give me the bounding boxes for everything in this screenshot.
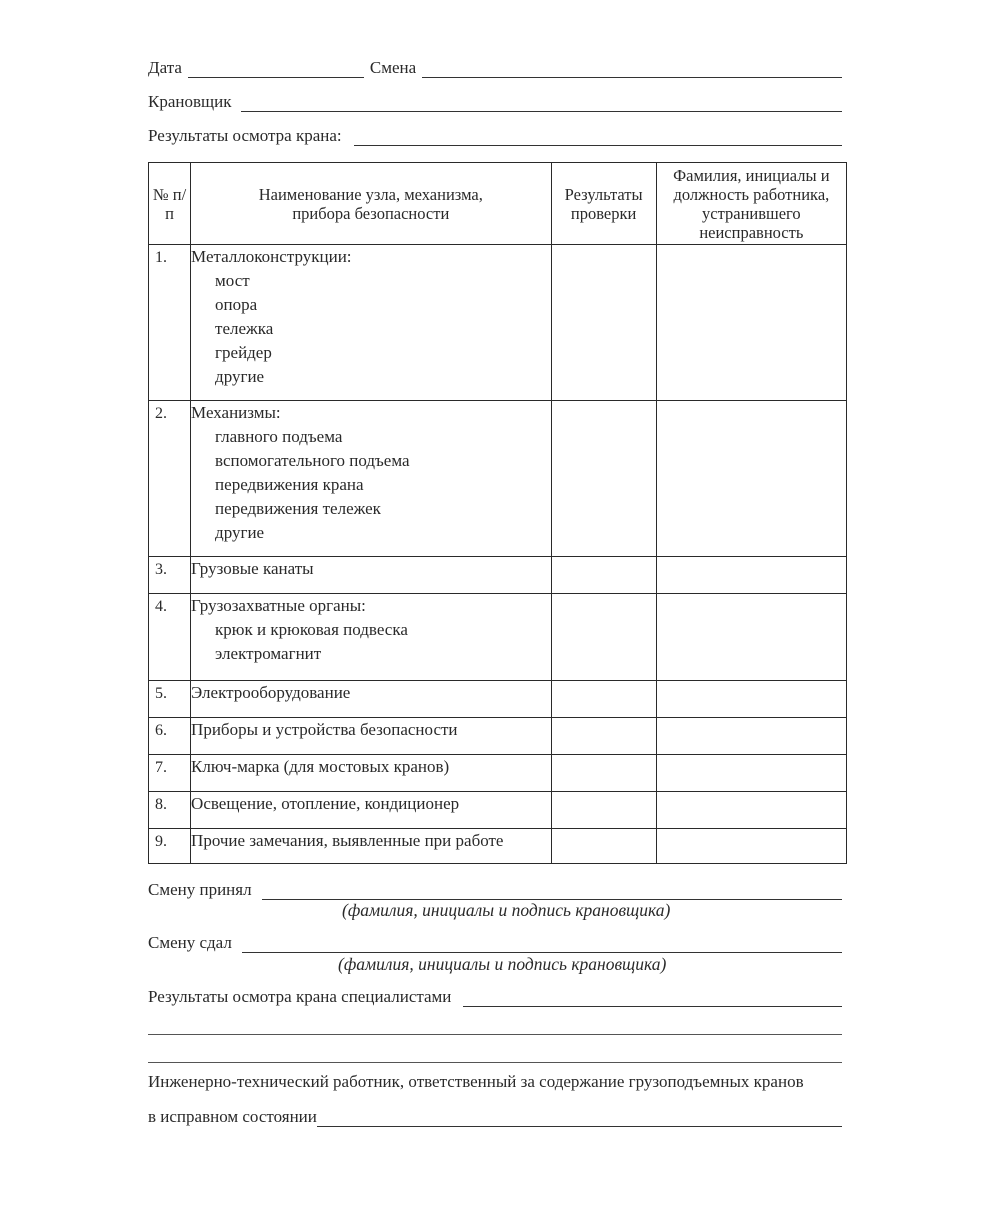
fixed-by-cell[interactable]	[656, 755, 846, 792]
accepted-caption: (фамилия, инициалы и подпись крановщика)	[342, 900, 671, 920]
result-cell[interactable]	[551, 829, 656, 864]
operator-label: Крановщик	[148, 92, 232, 111]
inspection-row	[148, 126, 842, 146]
date-label: Дата	[148, 58, 182, 77]
accepted-label: Смену принял	[148, 880, 252, 899]
specialists-field[interactable]	[463, 990, 842, 1007]
result-cell[interactable]	[551, 718, 656, 755]
column-header-result: Результаты проверки	[551, 163, 656, 245]
item-name-cell	[191, 681, 552, 718]
row-number-cell	[149, 681, 191, 718]
column-header-number: № п/п	[149, 163, 191, 245]
result-cell[interactable]	[551, 245, 656, 401]
item-title: Металлоконструкции:	[191, 247, 352, 266]
table-row	[149, 829, 847, 864]
accepted-row	[148, 880, 842, 900]
fixed-by-cell[interactable]	[656, 792, 846, 829]
operator-field[interactable]	[241, 95, 842, 112]
table-row	[149, 681, 847, 718]
sub-item: электромагнит	[215, 644, 322, 663]
item-name-cell	[191, 755, 552, 792]
item-title: Освещение, отопление, кондиционер	[191, 794, 460, 813]
handed-caption: (фамилия, инициалы и подпись крановщика)	[338, 954, 667, 974]
engineer-label-line2: в исправном состоянии	[148, 1107, 317, 1126]
fixed-by-cell[interactable]	[656, 557, 846, 594]
item-name-cell	[191, 829, 552, 864]
fixed-by-cell[interactable]	[656, 245, 846, 401]
sub-item: опора	[215, 295, 258, 314]
row-number-cell	[149, 245, 191, 401]
inspection-label: Результаты осмотра крана:	[148, 126, 342, 145]
fixed-by-cell[interactable]	[656, 401, 846, 557]
engineer-field[interactable]	[317, 1110, 842, 1127]
table-row	[149, 401, 847, 557]
date-shift-row	[148, 58, 842, 78]
row-number: 1.	[155, 249, 167, 266]
item-title: Грузозахватные органы:	[191, 596, 366, 615]
sub-item: другие	[215, 367, 265, 386]
handed-label: Смену сдал	[148, 933, 232, 952]
item-title: Грузовые канаты	[191, 559, 314, 578]
row-number: 7.	[155, 759, 167, 776]
specialists-extra-line-1[interactable]	[148, 1034, 842, 1035]
result-cell[interactable]	[551, 792, 656, 829]
item-name-cell	[191, 718, 552, 755]
item-title: Приборы и устройства безопасности	[191, 720, 458, 739]
table-row	[149, 755, 847, 792]
operator-row	[148, 92, 842, 112]
row-number: 5.	[155, 685, 167, 702]
result-cell[interactable]	[551, 681, 656, 718]
table-header-row	[149, 163, 847, 245]
item-title: Механизмы:	[191, 403, 281, 422]
shift-field[interactable]	[422, 61, 842, 78]
row-number: 2.	[155, 405, 167, 422]
result-cell[interactable]	[551, 755, 656, 792]
row-number: 4.	[155, 598, 167, 615]
fixed-by-cell[interactable]	[656, 829, 846, 864]
row-number-cell	[149, 594, 191, 681]
row-number-cell	[149, 829, 191, 864]
fixed-by-cell[interactable]	[656, 718, 846, 755]
column-header-fixed-by: Фамилия, инициалы и должность работника, устранившего неисправность	[656, 163, 846, 245]
engineer-row-1	[148, 1072, 842, 1092]
row-number: 6.	[155, 722, 167, 739]
result-cell[interactable]	[551, 594, 656, 681]
sub-item: вспомогательного подъема	[215, 451, 410, 470]
date-field[interactable]	[188, 61, 364, 78]
row-number: 8.	[155, 796, 167, 813]
handed-row	[148, 933, 842, 953]
shift-label: Смена	[369, 58, 417, 77]
table-row	[149, 557, 847, 594]
item-name-cell	[191, 594, 552, 681]
specialists-extra-line-2[interactable]	[148, 1062, 842, 1063]
row-number: 3.	[155, 561, 167, 578]
sub-item: главного подъема	[215, 427, 343, 446]
fixed-by-cell[interactable]	[656, 594, 846, 681]
column-header-name: Наименование узла, механизма, прибора безопасности	[191, 163, 552, 245]
handed-field[interactable]	[242, 936, 842, 953]
item-title: Прочие замечания, выявленные при работе	[191, 831, 504, 850]
item-title: Электрооборудование	[191, 683, 351, 702]
result-cell[interactable]	[551, 557, 656, 594]
item-title: Ключ-марка (для мостовых кранов)	[191, 757, 450, 776]
specialists-label: Результаты осмотра крана специалистами	[148, 987, 452, 1006]
table-row	[149, 792, 847, 829]
sub-item: крюк и крюковая подвеска	[215, 620, 408, 639]
inspection-field[interactable]	[354, 129, 842, 146]
sub-item: мост	[215, 271, 250, 290]
row-number-cell	[149, 755, 191, 792]
item-name-cell	[191, 792, 552, 829]
row-number-cell	[149, 401, 191, 557]
table-row	[149, 594, 847, 681]
fixed-by-cell[interactable]	[656, 681, 846, 718]
sub-item: передвижения крана	[215, 475, 364, 494]
engineer-row-2	[148, 1107, 842, 1127]
table-row	[149, 718, 847, 755]
result-cell[interactable]	[551, 401, 656, 557]
row-number-cell	[149, 792, 191, 829]
row-number: 9.	[155, 833, 167, 850]
item-name-cell	[191, 401, 552, 557]
item-name-cell	[191, 245, 552, 401]
sub-item: другие	[215, 523, 265, 542]
table-row	[149, 245, 847, 401]
sub-item: грейдер	[215, 343, 272, 362]
accepted-field[interactable]	[262, 883, 842, 900]
sub-item: тележка	[215, 319, 274, 338]
row-number-cell	[149, 557, 191, 594]
specialists-row	[148, 987, 842, 1007]
engineer-label-line1: Инженерно-технический работник, ответственный за содержание грузоподъемных кранов	[148, 1072, 804, 1091]
row-number-cell	[149, 718, 191, 755]
inspection-table	[148, 162, 847, 864]
sub-item: передвижения тележек	[215, 499, 381, 518]
item-name-cell	[191, 557, 552, 594]
